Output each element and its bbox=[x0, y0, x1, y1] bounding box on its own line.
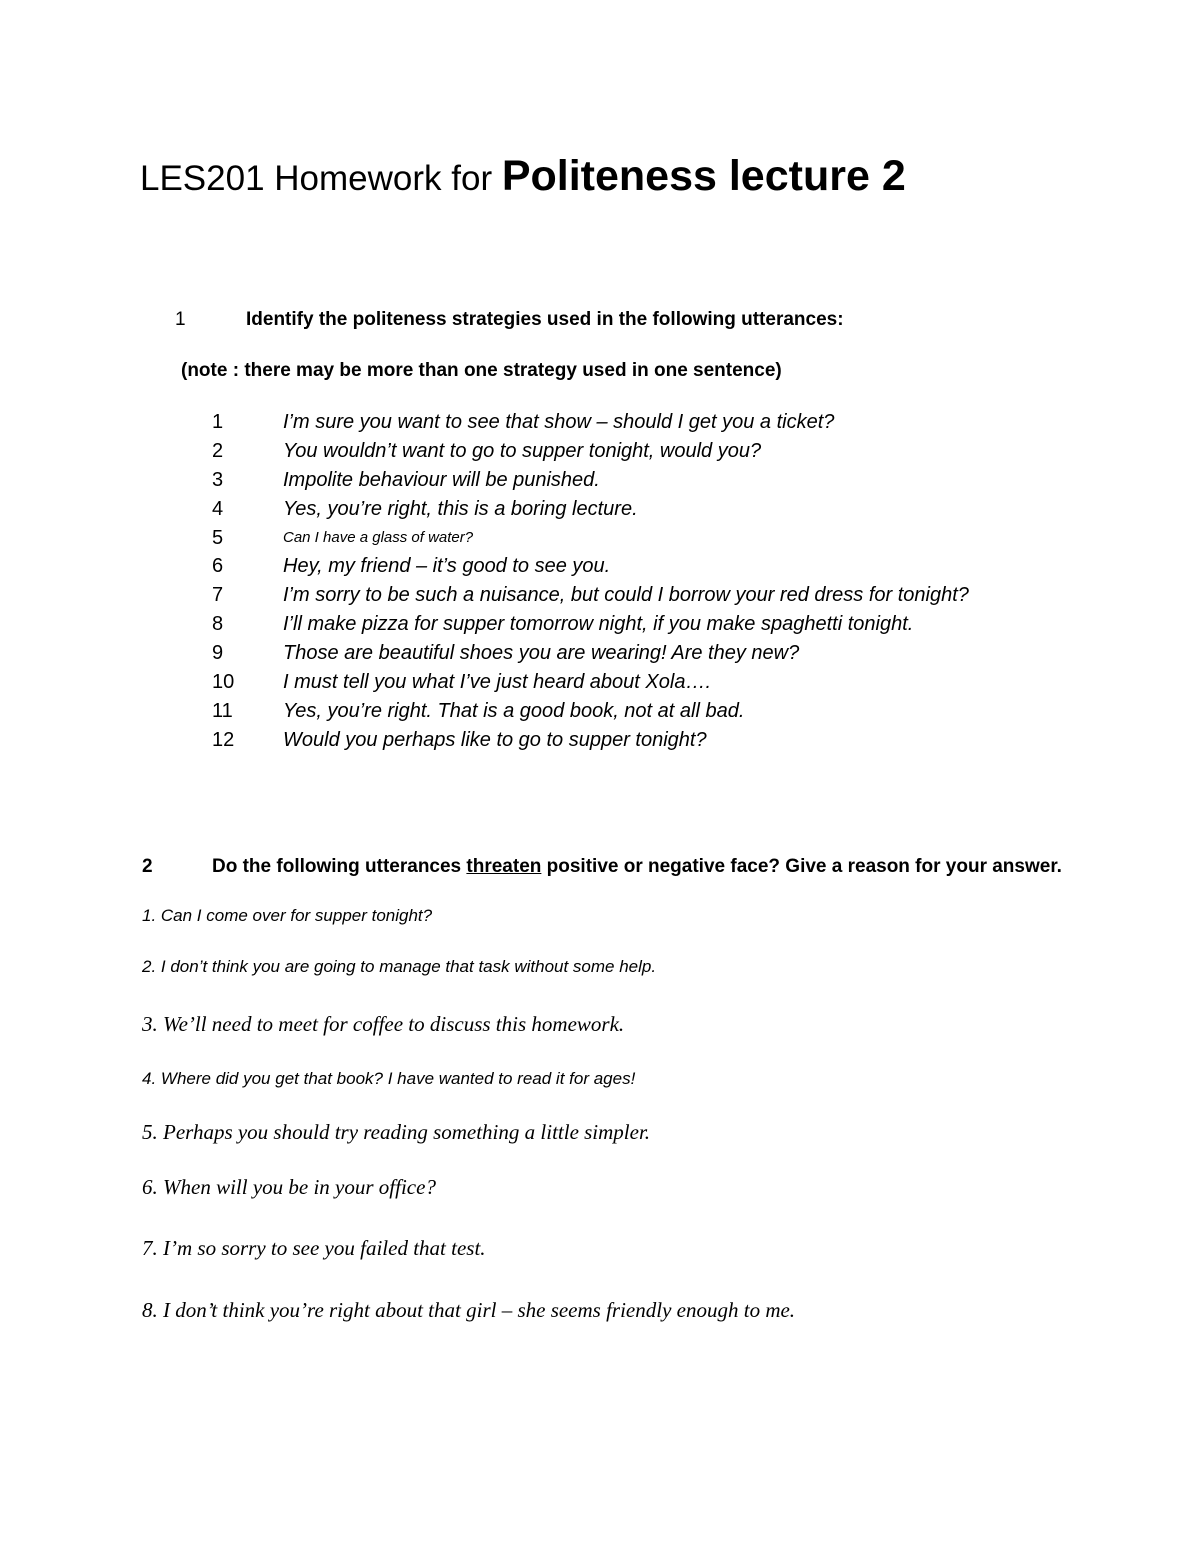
list-item bbox=[0, 726, 1200, 755]
item-number: 3 bbox=[212, 468, 224, 491]
question-1: 1. Can I come over for supper tonight? bbox=[142, 906, 433, 925]
item-number: 6 bbox=[212, 555, 224, 578]
section-1-note: (note : there may be more than one strategy used in one sentence) bbox=[181, 360, 782, 381]
item-text: Those are beautiful shoes you are wearing! Are they new? bbox=[283, 642, 800, 665]
section-1-instruction: Identify the politeness strategies used in the following utterances: bbox=[246, 309, 844, 330]
list-item bbox=[0, 524, 1200, 553]
list-item bbox=[0, 552, 1200, 581]
section-1-utterance-list bbox=[0, 408, 1200, 755]
list-item bbox=[0, 668, 1200, 697]
section-2-number: 2 bbox=[142, 856, 153, 877]
title-prefix: LES201 Homework for bbox=[140, 159, 502, 198]
question-8: 8. I don’t think you’re right about that girl – she seems friendly enough to me. bbox=[142, 1298, 796, 1322]
list-item bbox=[0, 466, 1200, 495]
instruction-underlined: threaten bbox=[466, 856, 542, 877]
list-item bbox=[0, 697, 1200, 726]
item-number: 11 bbox=[212, 699, 233, 722]
question-6: 6. When will you be in your office? bbox=[142, 1175, 436, 1199]
item-text: You wouldn’t want to go to supper tonight, would you? bbox=[283, 439, 762, 462]
item-text: I’m sure you want to see that show – should I get you a ticket? bbox=[283, 411, 835, 433]
item-text: I’m sorry to be such a nuisance, but could I borrow your red dress for tonight? bbox=[283, 584, 969, 607]
item-number: 1 bbox=[212, 411, 224, 433]
item-text: Would you perhaps like to go to supper tonight? bbox=[283, 728, 707, 751]
item-text: Yes, you’re right, this is a boring lecture. bbox=[283, 497, 638, 520]
item-text: I must tell you what I’ve just heard about Xola…. bbox=[283, 671, 711, 694]
question-2: 2. I don’t think you are going to manage that task without some help. bbox=[142, 957, 657, 976]
item-number: 9 bbox=[212, 642, 224, 665]
item-number: 12 bbox=[212, 728, 235, 751]
section-1-number: 1 bbox=[175, 309, 186, 330]
item-number: 5 bbox=[212, 526, 224, 549]
title-emphasis: Politeness lecture 2 bbox=[501, 152, 906, 200]
item-text: Yes, you’re right. That is a good book, not at all bad. bbox=[283, 699, 745, 722]
instruction-part: Do the following utterances bbox=[212, 856, 467, 877]
question-5: 5. Perhaps you should try reading something a little simpler. bbox=[142, 1120, 651, 1144]
list-item bbox=[0, 495, 1200, 524]
list-item bbox=[0, 437, 1200, 466]
item-number: 10 bbox=[212, 671, 235, 694]
list-item bbox=[0, 581, 1200, 610]
question-4: 4. Where did you get that book? I have wanted to read it for ages! bbox=[142, 1069, 636, 1088]
section-2-instruction bbox=[212, 856, 1062, 878]
item-number: 7 bbox=[212, 584, 224, 607]
list-item bbox=[0, 639, 1200, 668]
question-3: 3. We’ll need to meet for coffee to discuss this homework. bbox=[142, 1012, 625, 1036]
item-number: 4 bbox=[212, 497, 224, 520]
list-item bbox=[0, 408, 1200, 437]
question-7: 7. I’m so sorry to see you failed that test. bbox=[142, 1236, 486, 1260]
item-number: 8 bbox=[212, 613, 224, 636]
item-text: Hey, my friend – it’s good to see you. bbox=[283, 555, 611, 578]
item-number: 2 bbox=[212, 439, 224, 462]
page-title bbox=[140, 148, 906, 214]
item-text: Impolite behaviour will be punished. bbox=[283, 468, 600, 491]
list-item bbox=[0, 610, 1200, 639]
instruction-part: positive or negative face? Give a reason for your answer. bbox=[541, 856, 1062, 877]
item-text: Can I have a glass of water? bbox=[283, 528, 474, 546]
item-text: I’ll make pizza for supper tomorrow night, if you make spaghetti tonight. bbox=[283, 613, 914, 636]
